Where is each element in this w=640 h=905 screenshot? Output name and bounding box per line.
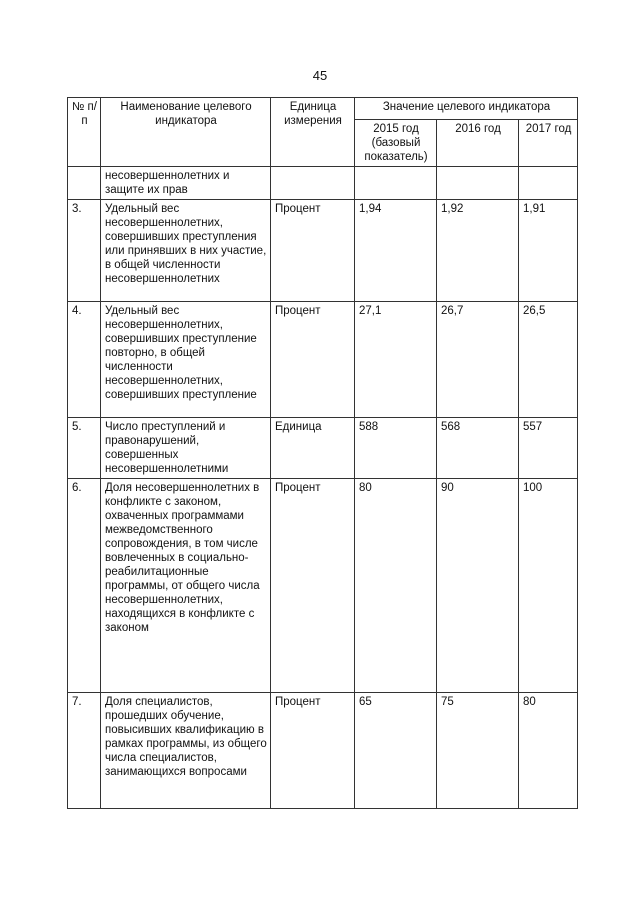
cell-num: 4. [68,302,101,418]
cell-name: Число преступлений и правонарушений, совершенных несовершеннолетними [101,418,271,479]
header-unit: Единица измерения [271,98,355,167]
cell-2016: 26,7 [437,302,519,418]
cell-2017: 557 [519,418,578,479]
cell-2015 [355,167,437,200]
header-value-group: Значение целевого индикатора [355,98,578,120]
table-row [68,167,578,200]
cell-2015: 27,1 [355,302,437,418]
cell-2017 [519,167,578,200]
table-row [68,200,578,302]
header-num: № п/п [68,98,101,167]
cell-unit: Процент [271,693,355,809]
cell-name: несовершеннолетних и защите их прав [101,167,271,200]
cell-2016: 1,92 [437,200,519,302]
cell-2016: 75 [437,693,519,809]
cell-num: 6. [68,479,101,693]
table-row [68,418,578,479]
cell-num: 3. [68,200,101,302]
cell-unit: Процент [271,479,355,693]
cell-num [68,167,101,200]
table-header [68,98,578,167]
header-name: Наименование целевого индикатора [101,98,271,167]
cell-unit [271,167,355,200]
header-year-2015: 2015 год (базовый показатель) [355,120,437,167]
cell-unit: Единица [271,418,355,479]
cell-2015: 588 [355,418,437,479]
cell-2016 [437,167,519,200]
cell-name: Удельный вес несовершеннолетних, совершивших преступление повторно, в общей численности несовершеннолетних, совершивших преступление [101,302,271,418]
header-year-2017: 2017 год [519,120,578,167]
cell-name: Удельный вес несовершеннолетних, совершивших преступления или принявших в них участие, в общей численности несовершеннолетних [101,200,271,302]
cell-unit: Процент [271,200,355,302]
cell-name: Доля несовершеннолетних в конфликте с законом, охваченных программами межведомственного сопровождения, в том числе вовлеченных в социально-реабилитационные программы, от общего числа несовершеннолетних, находящихся в конфликте с законом [101,479,271,693]
cell-2017: 1,91 [519,200,578,302]
cell-2017: 80 [519,693,578,809]
table-row [68,693,578,809]
cell-2015: 65 [355,693,437,809]
header-year-2016: 2016 год [437,120,519,167]
cell-2017: 100 [519,479,578,693]
cell-2017: 26,5 [519,302,578,418]
cell-2016: 90 [437,479,519,693]
cell-num: 5. [68,418,101,479]
cell-2015: 1,94 [355,200,437,302]
page-number: 45 [312,68,328,83]
indicators-table [67,97,578,809]
cell-unit: Процент [271,302,355,418]
cell-2016: 568 [437,418,519,479]
table-row [68,479,578,693]
cell-2015: 80 [355,479,437,693]
cell-num: 7. [68,693,101,809]
cell-name: Доля специалистов, прошедших обучение, повысивших квалификацию в рамках программы, из общего числа специалистов, занимающихся вопросами [101,693,271,809]
table-row [68,302,578,418]
